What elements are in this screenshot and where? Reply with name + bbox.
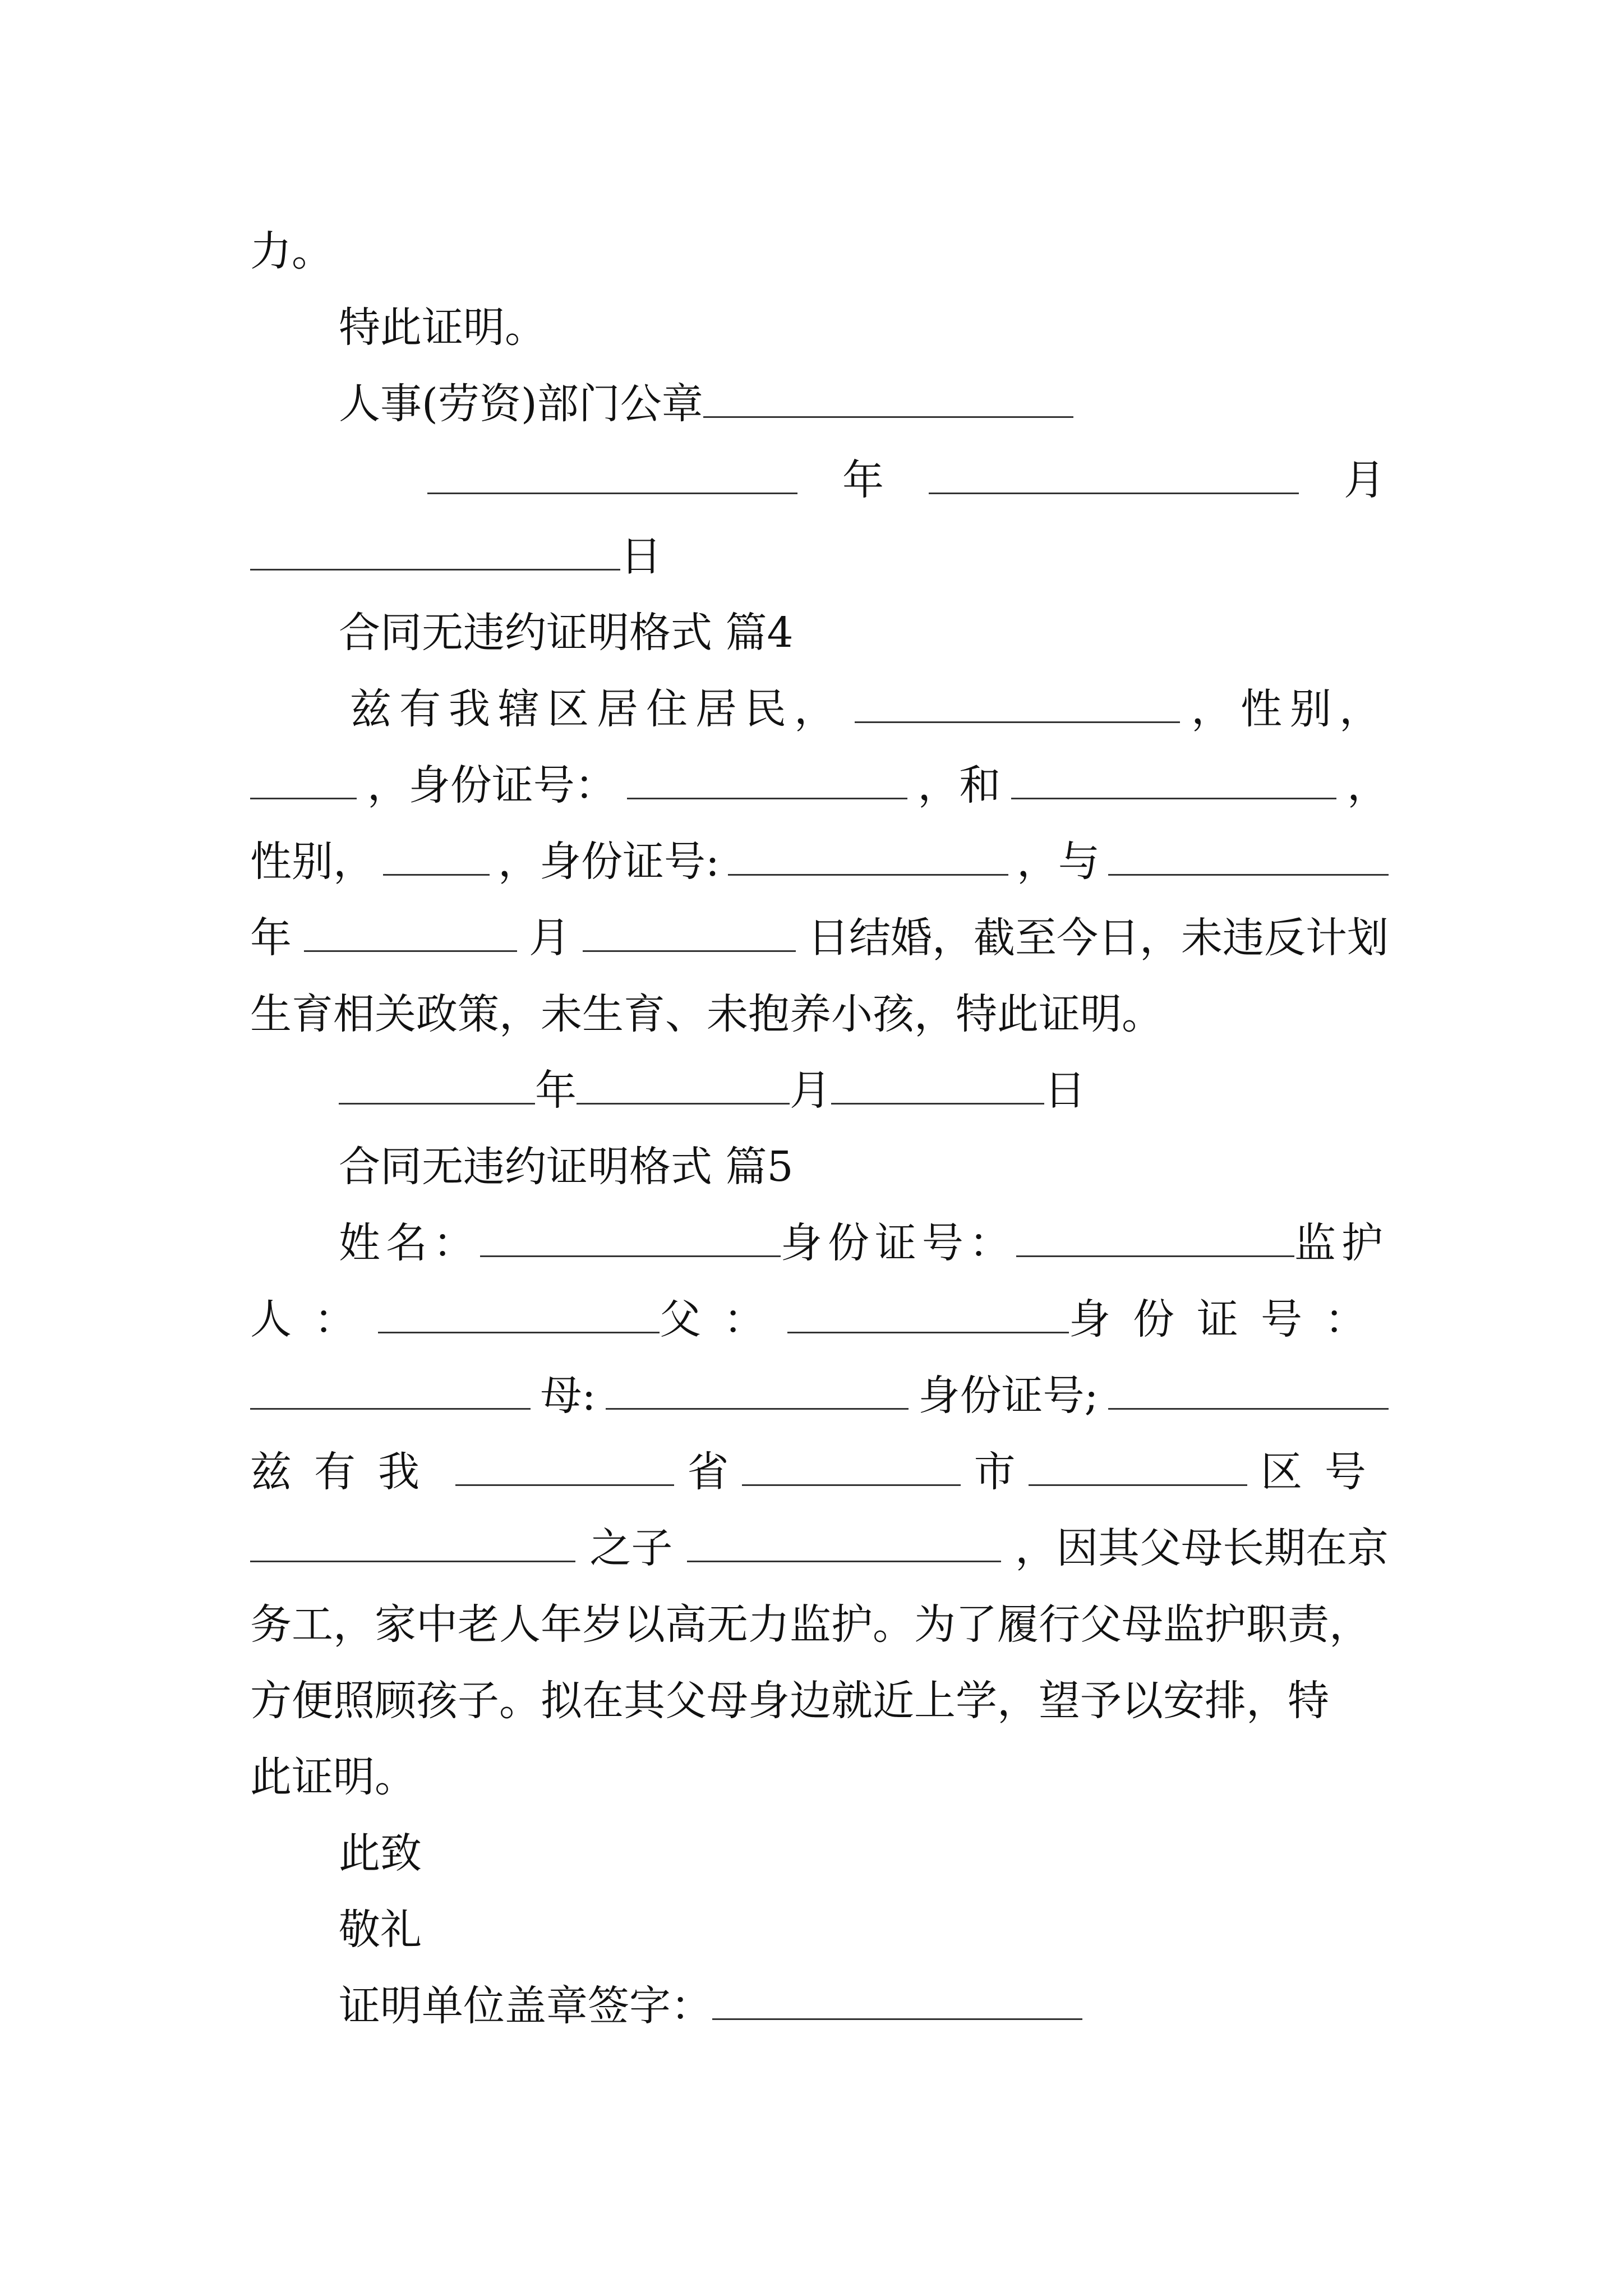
text: 之子 [589,1524,673,1572]
text: 年 [250,914,292,962]
text-line [250,1358,1389,1434]
date-line [250,1052,1389,1129]
text: 力。 [250,227,333,275]
child-blank [687,1527,1001,1562]
text: 月 [529,914,570,962]
signature-label: 证明单位盖章签字： [339,1982,712,2030]
text: 日结婚，截至今日，未违反计划 [808,914,1389,962]
month-blank [304,917,517,952]
gender-blank [383,840,490,876]
text: 方便照顾孩子。拟在其父母身边就近上学，望予以安排，特 [250,1677,1329,1725]
text-line [250,671,1389,747]
mother-blank [606,1374,909,1410]
id-blank [1108,1374,1389,1410]
name-blank [1011,764,1336,799]
text: ，因其父母长期在京 [1015,1524,1389,1572]
text: 身份证号： [780,1219,1016,1267]
year-blank [427,459,797,494]
text-line [250,976,1389,1052]
text: 此致 [339,1829,422,1878]
id-blank [1016,1222,1294,1257]
month-blank [929,459,1299,494]
father-blank [787,1298,1069,1333]
document-page [250,213,1389,2044]
day-blank [583,917,796,952]
text-line [250,900,1389,976]
text: 性别， [250,838,375,886]
signature-line [250,1968,1389,2044]
section-heading [250,1129,1389,1205]
text-line [250,289,1389,366]
name-blank [480,1222,781,1257]
text: 省 [687,1448,729,1496]
text-line [250,1739,1389,1815]
heading-text: 合同无违约证明格式 篇4 [339,609,794,657]
text: 务工，家中老人年岁以高无力监护。为了履行父母监护职责， [250,1600,1371,1649]
text: 生育相关政策，未生育、未抱养小孩，特此证明。 [250,990,1163,1038]
text-line [250,823,1389,900]
text: 人： [250,1295,378,1343]
text: 父： [660,1295,787,1343]
text: 特此证明。 [339,303,546,352]
day-blank [250,535,620,570]
text: 姓名： [339,1219,480,1267]
text: ， [1347,761,1389,809]
text: 市 [974,1448,1016,1496]
text: 身份证号： [1069,1295,1389,1343]
text: 兹有我辖区居住居民， [350,685,843,733]
text: 此证明。 [250,1753,416,1801]
text-line [250,1586,1389,1663]
text: ，身份证号: [498,838,720,886]
closing-line [250,1815,1389,1892]
text: 区号 [1260,1448,1389,1496]
section-heading [250,595,1389,671]
city-blank [742,1451,961,1486]
text-line [250,1663,1389,1739]
day-label: 日 [620,532,662,581]
year-label: 年 [842,456,884,504]
text: 身份证号; [918,1372,1099,1420]
month-label: 月 [790,1066,831,1115]
heading-text: 合同无违约证明格式 篇5 [339,1143,794,1191]
seal-label: 人事(劳资)部门公章 [339,380,703,428]
id-blank [250,1374,531,1410]
text: ，和 [917,761,1001,809]
text-line [250,1281,1389,1358]
text: ，与 [1016,838,1100,886]
text: 监护 [1294,1219,1389,1267]
closing-line [250,1892,1389,1968]
day-label: 日 [1044,1066,1086,1115]
date-line [250,518,1389,595]
seal-blank [703,383,1073,418]
district-blank [1029,1451,1247,1486]
day-blank [831,1069,1044,1105]
text-line [250,1205,1389,1281]
text-line [250,213,1389,289]
signature-blank [712,1985,1082,2020]
text: 敬礼 [339,1906,422,1954]
id-blank [627,764,907,799]
parent-blank [250,1527,575,1562]
date-line [250,442,1389,518]
month-blank [577,1069,790,1105]
text: ，身份证号： [367,761,616,809]
year-label: 年 [535,1066,577,1115]
text-line [250,1434,1389,1510]
id-blank [728,840,1008,876]
text: 兹有我 [250,1448,442,1496]
text: 母: [540,1372,596,1420]
text: ，性别， [1191,685,1389,733]
gender-blank [250,764,357,799]
year-blank [1108,840,1389,876]
text-line [250,747,1389,823]
text-line [250,1510,1389,1586]
guardian-blank [378,1298,660,1333]
name-blank [855,688,1180,723]
province-blank [455,1451,674,1486]
month-label: 月 [1344,456,1385,504]
year-blank [339,1069,535,1105]
seal-line [250,366,1389,442]
